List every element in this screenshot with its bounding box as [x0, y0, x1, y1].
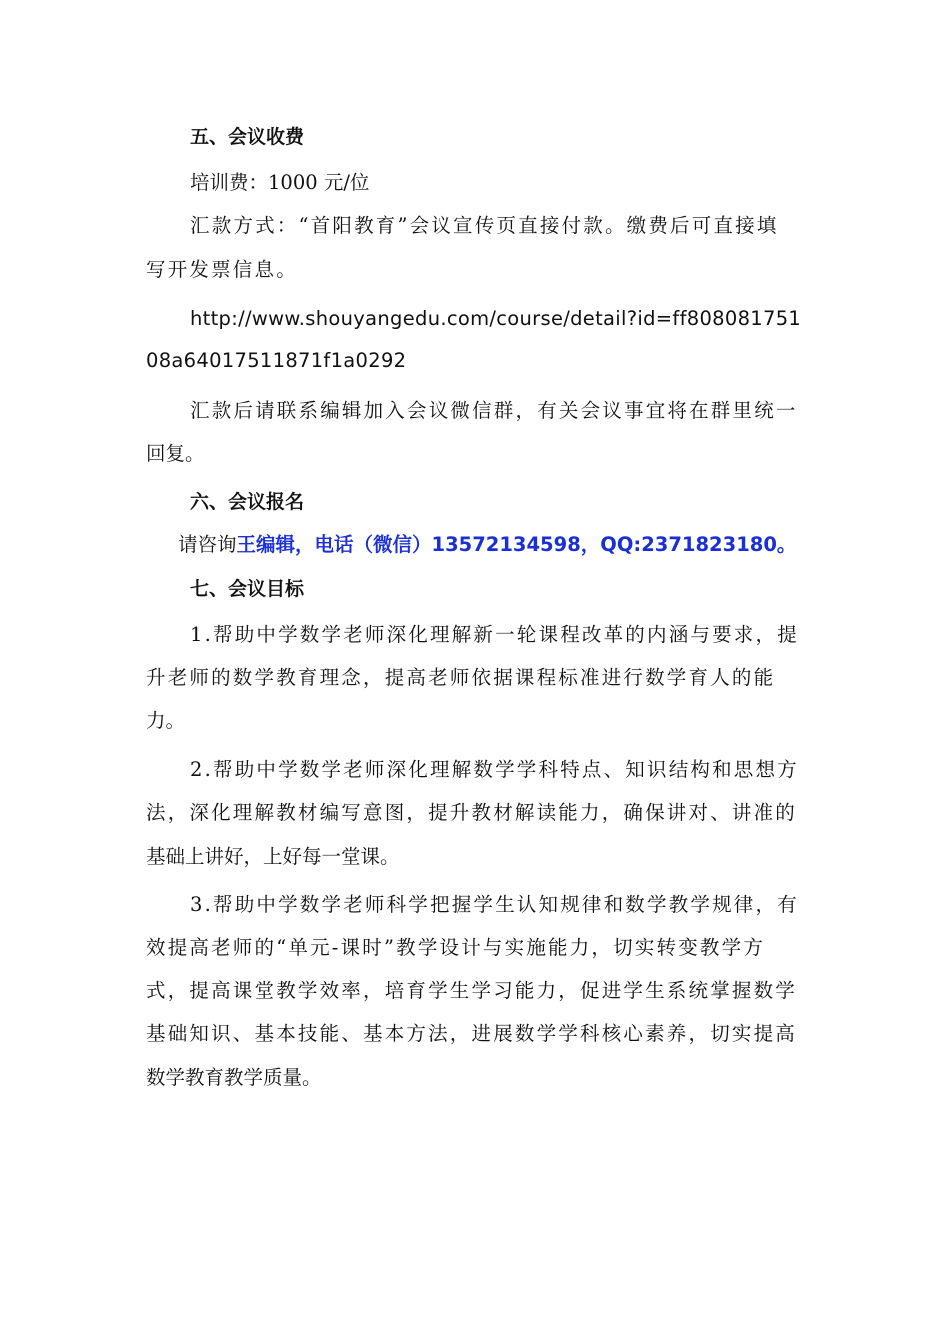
goal1-line1: 1.帮助中学数学老师深化理解新一轮课程改革的内涵与要求，提 — [190, 623, 799, 646]
section7-heading: 七、会议目标 — [190, 578, 305, 600]
goal1-line2: 升老师的数学教育理念，提高老师依据课程标准进行数学育人的能 — [146, 666, 776, 689]
payment-text-line1: 汇款方式：“首阳教育”会议宣传页直接付款。缴费后可直接填 — [190, 214, 779, 237]
contact-text-line2: 回复。 — [146, 442, 205, 465]
goal2-line2: 法，深化理解教材编写意图，提升教材解读能力，确保讲对、讲准的 — [146, 801, 798, 824]
contact-text-line1: 汇款后请联系编辑加入会议微信群，有关会议事宜将在群里统一 — [190, 399, 798, 422]
section5-heading: 五、会议收费 — [190, 126, 305, 148]
url-line2[interactable]: 08a64017511871f1a0292 — [146, 349, 407, 372]
goal2-line3: 基础上讲好，上好每一堂课。 — [146, 845, 400, 868]
goal3-line2: 效提高老师的“单元-课时”教学设计与实施能力，切实转变教学方 — [146, 936, 766, 959]
section6-heading: 六、会议报名 — [190, 491, 305, 513]
goal3-line4: 基础知识、基本技能、基本方法，进展数学学科核心素养，切实提高 — [146, 1022, 798, 1045]
goal3-line1: 3.帮助中学数学老师科学把握学生认知规律和数学教学规律，有 — [190, 893, 799, 916]
consult-prefix: 请咨询 — [178, 533, 237, 556]
url-line1[interactable]: http://www.shouyangedu.com/course/detail?id=ff808081751 — [190, 307, 802, 330]
payment-text-line2: 写开发票信息。 — [146, 258, 298, 281]
goal2-line1: 2.帮助中学数学老师深化理解数学学科特点、知识结构和思想方 — [190, 758, 799, 781]
fee-text: 培训费：1000 元/位 — [190, 171, 370, 194]
goal3-line3: 式，提高课堂教学效率，培育学生学习能力，促进学生系统掌握数学 — [146, 979, 798, 1002]
consult-contact: 王编辑，电话（微信）13572134598，QQ:2371823180。 — [236, 533, 797, 556]
goal3-line5: 数学教育教学质量。 — [146, 1066, 322, 1089]
consult-line — [178, 532, 796, 558]
goal1-line3: 力。 — [146, 709, 186, 732]
